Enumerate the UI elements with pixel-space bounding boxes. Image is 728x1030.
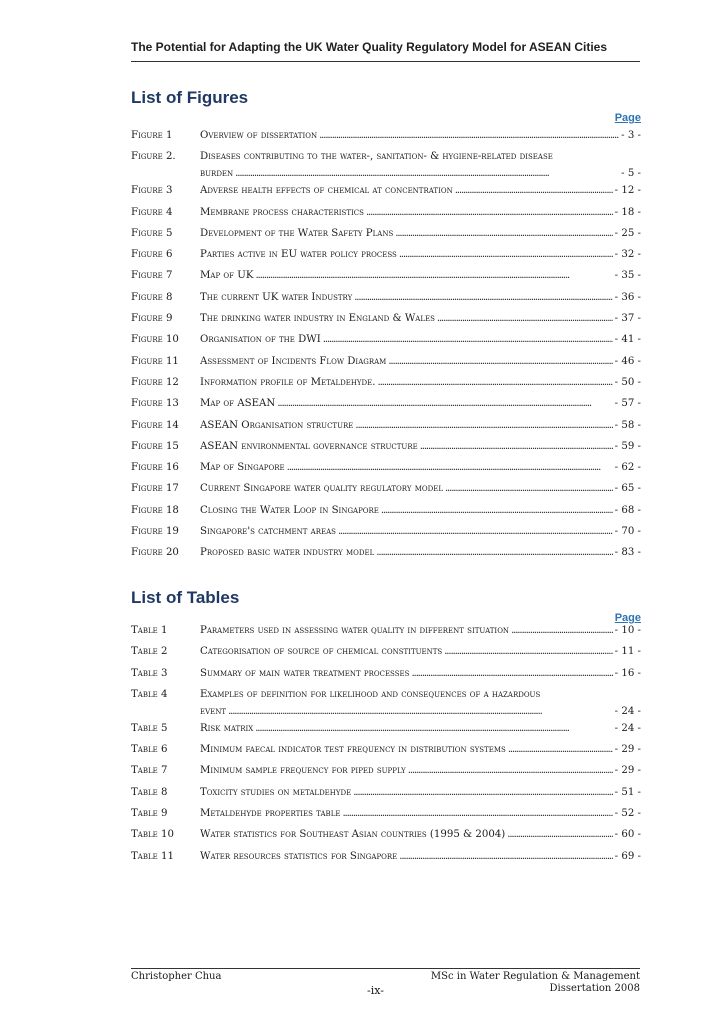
entry-title: Overview of dissertation <box>200 130 318 141</box>
entry-title-continued: burden <box>200 168 234 180</box>
entry-page: - 25 - <box>614 227 641 239</box>
leader-dots <box>508 744 613 755</box>
leader-dots <box>355 420 612 431</box>
toc-entry[interactable] <box>131 668 641 689</box>
footer-author: Christopher Chua <box>131 971 222 982</box>
entry-page: - 12 - <box>614 185 641 197</box>
entry-title: Risk matrix <box>200 722 254 734</box>
leader-dots <box>235 168 619 179</box>
entry-page: - 70 - <box>614 526 641 538</box>
entry-page: - 36 - <box>614 291 641 303</box>
entry-page: - 24 - <box>614 722 641 734</box>
entry-page: - 83 - <box>614 547 641 559</box>
entry-page: - 3 - <box>621 130 641 141</box>
entry-page: - 32 - <box>614 249 641 261</box>
entry-title: ASEAN environmental governance structure <box>200 440 418 452</box>
entry-label: Table 11 <box>131 850 174 862</box>
toc-entry[interactable] <box>131 829 641 850</box>
entry-title: Categorisation of source of chemical constituents <box>200 646 443 658</box>
entry-title: Singapore's catchment areas <box>200 526 336 538</box>
entry-title: Minimum sample frequency for piped supply <box>200 765 406 777</box>
entry-title: Proposed basic water industry model <box>200 547 375 559</box>
toc-entry[interactable] <box>131 356 641 377</box>
entry-label: Figure 11 <box>131 355 179 367</box>
toc-entry[interactable] <box>131 689 641 723</box>
entry-label: Figure 8 <box>131 291 173 303</box>
leader-dots <box>287 462 613 473</box>
entry-page: - 65 - <box>614 483 641 495</box>
entry-page: - 37 - <box>614 313 641 325</box>
entry-label: Figure 2. <box>131 151 176 163</box>
entry-page: - 57 - <box>614 398 641 410</box>
entry-label: Table 7 <box>131 765 168 777</box>
entry-page: - 10 - <box>614 625 641 636</box>
leader-dots <box>507 829 612 840</box>
entry-title: Minimum faecal indicator test frequency in distribution systems <box>200 744 506 756</box>
toc-entry[interactable] <box>131 723 641 744</box>
toc-entry[interactable] <box>131 808 641 829</box>
entry-title: ASEAN Organisation structure <box>200 419 354 431</box>
entry-label: Table 2 <box>131 646 168 658</box>
entry-label: Figure 20 <box>131 547 179 559</box>
entry-page: - 24 - <box>614 705 641 717</box>
leader-dots <box>342 808 612 819</box>
toc-entry[interactable] <box>131 646 641 667</box>
entry-title: Map of UK <box>200 270 254 282</box>
entry-page: - 62 - <box>614 462 641 474</box>
toc-entry[interactable] <box>131 151 641 185</box>
leader-dots <box>228 706 613 717</box>
entry-label: Figure 19 <box>131 526 179 538</box>
toc-entry[interactable] <box>131 547 641 568</box>
toc-entry[interactable] <box>131 526 641 547</box>
figures-page-label: Page <box>614 112 641 124</box>
entry-title-continued: event <box>200 705 227 717</box>
entry-page: - 41 - <box>614 334 641 346</box>
toc-entry[interactable] <box>131 462 641 483</box>
entry-page: - 68 - <box>614 504 641 516</box>
entry-title: Adverse health effects of chemical at concentration <box>200 185 453 197</box>
entry-page: - 51 - <box>614 786 641 798</box>
entry-label: Figure 14 <box>131 419 179 431</box>
entry-title: Summary of main water treatment processes <box>200 667 410 679</box>
entry-title: Membrane process characteristics <box>200 206 364 218</box>
entry-page: - 46 - <box>614 355 641 367</box>
entry-label: Figure 15 <box>131 440 179 452</box>
entry-page: - 35 - <box>614 270 641 282</box>
entry-page: - 5 - <box>621 168 641 180</box>
entry-label: Figure 9 <box>131 313 173 325</box>
toc-entry[interactable] <box>131 270 641 291</box>
toc-entry[interactable] <box>131 625 641 646</box>
entry-page: - 11 - <box>614 646 641 658</box>
running-header: The Potential for Adapting the UK Water Quality Regulatory Model for ASEAN Cities <box>131 40 608 54</box>
toc-entry[interactable] <box>131 483 641 504</box>
entry-label: Figure 4 <box>131 206 173 218</box>
entry-label: Figure 7 <box>131 270 173 282</box>
tables-heading: List of Tables <box>131 588 240 607</box>
figures-list <box>131 130 641 569</box>
footer-course-line1: MSc in Water Regulation & Management <box>430 971 640 982</box>
entry-label: Table 1 <box>131 625 168 636</box>
entry-label: Figure 1 <box>131 130 173 141</box>
entry-label: Table 9 <box>131 808 168 820</box>
leader-dots <box>511 625 613 636</box>
toc-entry[interactable] <box>131 249 641 270</box>
entry-title: Development of the Water Safety Plans <box>200 227 394 239</box>
entry-title: Examples of definition for likelihood and consequences of a hazardous <box>200 688 541 700</box>
entry-label: Figure 16 <box>131 462 179 474</box>
toc-entry[interactable] <box>131 313 641 334</box>
page-number: -ix- <box>367 984 384 997</box>
leader-dots <box>437 313 613 324</box>
leader-dots <box>395 228 612 239</box>
entry-label: Figure 18 <box>131 504 179 516</box>
toc-entry[interactable] <box>131 765 641 786</box>
toc-entry[interactable] <box>131 505 641 526</box>
leader-dots <box>354 292 612 303</box>
entry-page: - 16 - <box>614 667 641 679</box>
tables-page-label: Page <box>614 612 641 624</box>
entry-label: Table 6 <box>131 744 168 756</box>
leader-dots <box>277 398 612 409</box>
entry-label: Figure 17 <box>131 483 179 495</box>
toc-entry[interactable] <box>131 787 641 808</box>
entry-title: Toxicity studies on metaldehyde <box>200 786 352 798</box>
entry-page: - 60 - <box>614 829 641 841</box>
entry-title: Assessment of Incidents Flow Diagram <box>200 355 387 367</box>
entry-label: Figure 13 <box>131 398 179 410</box>
leader-dots <box>319 130 619 141</box>
leader-dots <box>399 851 612 862</box>
toc-entry[interactable] <box>131 377 641 398</box>
leader-dots <box>381 505 613 516</box>
entry-title: Water statistics for Southeast Asian countries (1995 & 2004) <box>200 829 506 841</box>
entry-page: - 69 - <box>614 850 641 862</box>
entry-label: Table 5 <box>131 722 168 734</box>
leader-dots <box>366 207 613 218</box>
entry-title: Parameters used in assessing water quality in different situation <box>200 625 510 636</box>
entry-title: Diseases contributing to the water-, sanitation- & hygiene-related disease <box>200 151 553 163</box>
entry-title: Organisation of the DWI <box>200 334 321 346</box>
toc-entry[interactable] <box>131 185 641 206</box>
footer-divider <box>131 968 640 969</box>
entry-label: Table 3 <box>131 667 168 679</box>
footer-course <box>431 971 640 995</box>
entry-title: Current Singapore water quality regulatory model <box>200 483 443 495</box>
entry-page: - 18 - <box>614 206 641 218</box>
leader-dots <box>399 249 613 260</box>
entry-title: Water resources statistics for Singapore <box>200 850 398 862</box>
entry-title: The drinking water industry in England & Wales <box>200 313 435 325</box>
toc-entry[interactable] <box>131 228 641 249</box>
entry-title: Closing the Water Loop in Singapore <box>200 504 379 516</box>
entry-label: Figure 5 <box>131 227 173 239</box>
entry-page: - 50 - <box>614 376 641 388</box>
toc-entry[interactable] <box>131 420 641 441</box>
entry-page: - 58 - <box>614 419 641 431</box>
entry-label: Figure 12 <box>131 376 179 388</box>
entry-page: - 59 - <box>614 440 641 452</box>
entry-page: - 52 - <box>614 808 641 820</box>
figures-heading: List of Figures <box>131 88 249 107</box>
entry-title: Map of Singapore <box>200 462 285 474</box>
toc-entry[interactable] <box>131 441 641 462</box>
entry-title: Metaldehyde properties table <box>200 808 341 820</box>
leader-dots <box>376 547 612 558</box>
toc-entry[interactable] <box>131 334 641 355</box>
leader-dots <box>255 723 612 734</box>
toc-entry[interactable] <box>131 292 641 313</box>
entry-title: Information profile of Metaldehyde. <box>200 376 376 388</box>
toc-entry[interactable] <box>131 207 641 228</box>
leader-dots <box>323 334 613 345</box>
leader-dots <box>255 270 612 281</box>
leader-dots <box>455 185 613 196</box>
footer-course-line2: Dissertation 2008 <box>549 983 640 994</box>
entry-page: - 29 - <box>614 744 641 756</box>
entry-label: Table 8 <box>131 786 168 798</box>
leader-dots <box>378 377 613 388</box>
leader-dots <box>445 483 613 494</box>
entry-label: Table 4 <box>131 688 168 700</box>
leader-dots <box>353 787 612 798</box>
leader-dots <box>338 526 613 537</box>
leader-dots <box>444 646 612 657</box>
entry-page: - 29 - <box>614 765 641 777</box>
entry-label: Figure 10 <box>131 334 179 346</box>
toc-entry[interactable] <box>131 398 641 419</box>
leader-dots <box>411 668 612 679</box>
toc-entry[interactable] <box>131 130 641 151</box>
toc-entry[interactable] <box>131 744 641 765</box>
toc-entry[interactable] <box>131 851 641 872</box>
leader-dots <box>388 356 612 367</box>
header-divider <box>131 61 640 62</box>
leader-dots <box>408 765 613 776</box>
entry-title: The current UK water Industry <box>200 291 353 303</box>
entry-label: Table 10 <box>131 829 174 841</box>
entry-label: Figure 6 <box>131 249 173 261</box>
leader-dots <box>420 441 613 452</box>
tables-list <box>131 625 641 872</box>
entry-label: Figure 3 <box>131 185 173 197</box>
entry-title: Parties active in EU water policy process <box>200 249 397 261</box>
entry-title: Map of ASEAN <box>200 398 276 410</box>
